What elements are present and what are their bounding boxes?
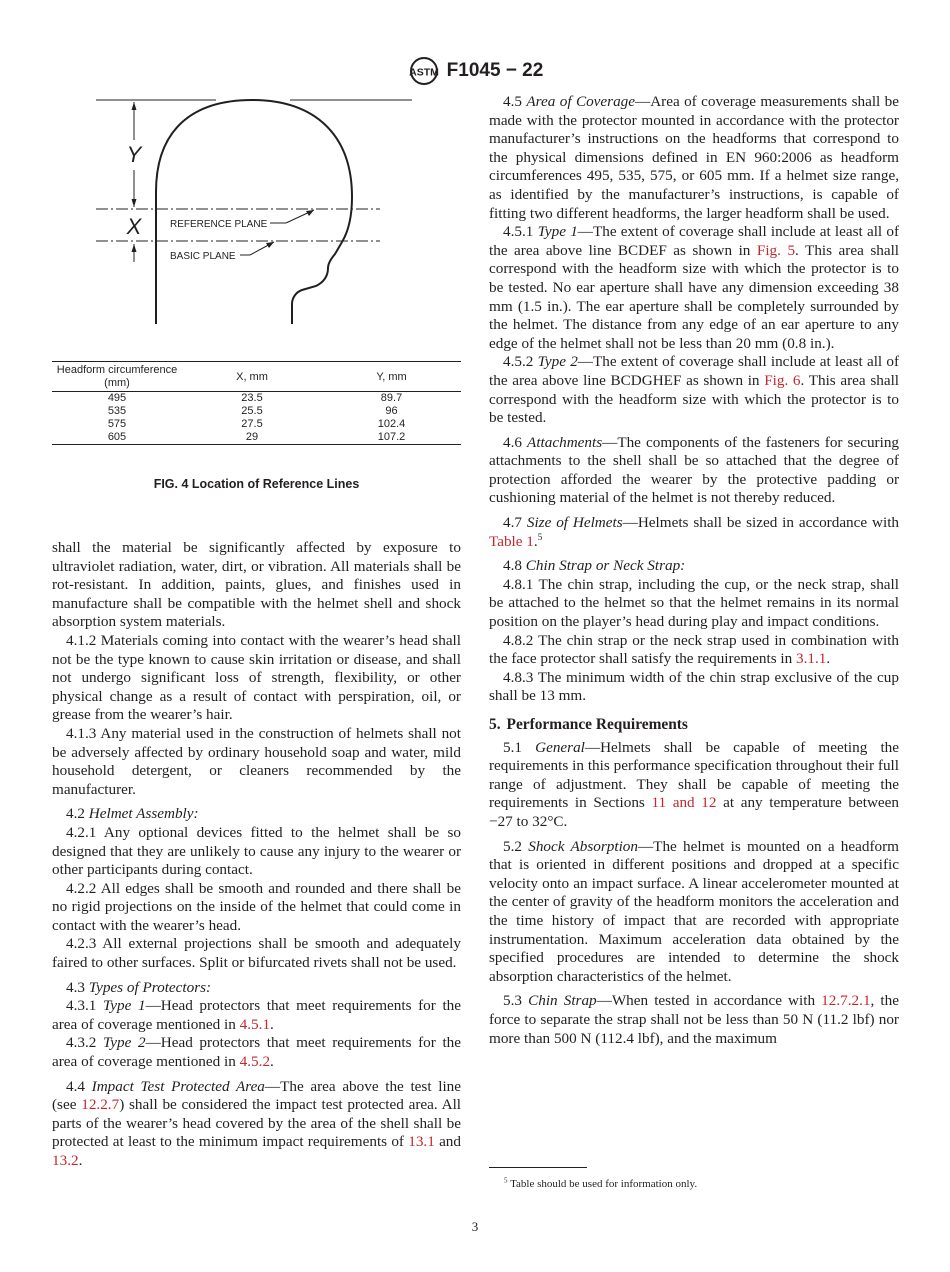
col-header-circumference: Headform circumference (mm) xyxy=(52,362,182,392)
paragraph-4-8-1: 4.8.1 The chin strap, including the cup, or the neck strap, shall be attached to the helmet so that the helmet remains in its normal position on the player’s head during play and impact conditions. xyxy=(489,575,899,631)
paragraph-4-2-3: 4.2.3 All external projections shall be smooth and adequately faired to other surfaces. Split or bifurcated rivets shall not be used. xyxy=(52,935,461,972)
paragraph-4-4: 4.4 Impact Test Protected Area—The area above the test line (see 12.2.7) shall be considered the impact test protected area. All parts of the wearer’s head covered by the area of the shell shall be protected at least to the minimum impact requirements of 13.1 and 13.2. xyxy=(52,1077,462,1169)
ref-4-5-2-link[interactable]: 4.5.2 xyxy=(239,1053,271,1071)
ref-13-2-link[interactable]: 13.2 xyxy=(52,1152,79,1169)
footnote-mark: 5 xyxy=(537,531,543,542)
table-cell: 25.5 xyxy=(241,405,263,417)
ref-12-2-7-link[interactable]: 12.2.7 xyxy=(81,1096,120,1114)
paragraph-4-2-1: 4.2.1 Any optional devices fitted to the helmet shall be so designed that they are unlikely to cause any injury to the wearer or other participants during contact. xyxy=(52,823,461,879)
ref-13-1-link[interactable]: 13.1 xyxy=(408,1133,435,1151)
paragraph-5-3: 5.3 Chin Strap—When tested in accordance with 12.7.2.1, the force to separate the strap shall not be less than 50 N (11.2 lbf) nor more than 500 N (112.4 lbf), and the maximum xyxy=(489,992,899,1047)
footnote-divider xyxy=(489,1167,587,1168)
paragraph-4-3-1: 4.3.1 Type 1—Head protectors that meet requirements for the area of coverage mentioned in 4.5.1. xyxy=(52,997,461,1033)
paragraph-4-3-2: 4.3.2 Type 2—Head protectors that meet requirements for the area of coverage mentioned in 4.5.2. xyxy=(52,1034,461,1071)
right-column xyxy=(489,93,899,1048)
table-cell: 96 xyxy=(385,405,398,417)
table-header-row xyxy=(52,362,461,392)
section-4-2: 4.2 Helmet Assembly: xyxy=(66,805,199,823)
section-4-3: 4.3 Types of Protectors: xyxy=(66,978,212,996)
left-column xyxy=(52,539,461,1171)
paragraph-4-8-3: 4.8.3 The minimum width of the chin strap exclusive of the cup shall be 13 mm. xyxy=(489,668,899,705)
ref-4-5-1-link[interactable]: 4.5.1 xyxy=(239,1015,271,1033)
table-cell: 535 xyxy=(107,405,127,417)
doc-code: F1045 − 22 xyxy=(446,60,544,81)
logo-text: ASTM xyxy=(408,66,439,79)
footnote: $^5$ Table should be used for information only. xyxy=(504,1176,698,1190)
table-row xyxy=(52,431,461,445)
paragraph-4-8-2: 4.8.2 The chin strap or the neck strap used in combination with the face protector shall satisfy the requirements in 3.1.1. xyxy=(489,631,899,668)
label-y: Y xyxy=(126,142,142,167)
paragraph-5-2: 5.2 Shock Absorption—The helmet is mounted on a headform that is oriented in different positions and dropped at a specific velocity onto an impact surface. A linear accelerometer mounted at the center of gravity of the headform monitors the acceleration and the time history of impact that are recorded with appropriate instrumentation. Maximum acceleration data obtained by the specified procedures are intended to determine the shock absorption characteristics of the helmet. xyxy=(489,837,899,985)
table-cell: 29 xyxy=(182,431,322,445)
ref-fig-6-link[interactable]: Fig. 6 xyxy=(764,371,801,389)
paragraph-4-1-2: 4.1.2 Materials coming into contact with the wearer’s head shall not be the type known to cause skin irritation or disease, and shall not undergo significant loss of strength, flexibility, or other physical change as a result of contact with perspiration, oil, or grease from the wearer’s hair. xyxy=(52,631,461,724)
table-cell: 23.5 xyxy=(241,392,263,404)
paragraph-4-5: 4.5 Area of Coverage—Area of coverage measurements shall be made with the protector mounted in accordance with the protector manufacturer’s instructions on the headforms that correspond to the physical dimensions defined in EN 960:2006 as headform circumferences 495, 535, 575, or 605 mm. If a helmet size range, as identified by the manufacturer’s instructions, is capable of fitting two different headforms, the larger headform shall be used. xyxy=(489,93,900,222)
basic-plane-label: BASIC PLANE xyxy=(170,251,236,262)
ref-table-1-link[interactable]: Table 1 xyxy=(489,532,534,550)
page-number: 3 xyxy=(471,1219,479,1234)
ref-3-1-1-link[interactable]: 3.1.1 xyxy=(796,650,827,668)
paragraph-4-5-2: 4.5.2 Type 2—The extent of coverage shall include at least all of the area above line BCDGHEF as shown in Fig. 6. This area shall correspond with the headform size with which the protector is to be tested. xyxy=(489,353,900,427)
reference-plane-label: REFERENCE PLANE xyxy=(170,219,268,230)
paragraph-continued: shall the material be significantly affected by exposure to ultraviolet radiation, water, dirt, or vibration. All materials shall be rot-resistant. In addition, paints, glues, and finishes used in manufacture shall be compatible with the helmet shell and shock absorption system materials. xyxy=(52,539,461,631)
reference-lines-figure xyxy=(52,92,461,352)
ref-fig-5-link[interactable]: Fig. 5 xyxy=(756,241,796,259)
table-row xyxy=(52,392,461,406)
label-x: X xyxy=(126,214,142,239)
table-row xyxy=(52,405,461,418)
paragraph-4-2-2: 4.2.2 All edges shall be smooth and rounded and there shall be no rigid projections on the inside of the helmet that could come in contact with the wearer’s head. xyxy=(52,879,461,934)
table-cell: 495 xyxy=(107,392,127,404)
table-row xyxy=(52,418,461,431)
figure-caption: FIG. 4 Location of Reference Lines xyxy=(153,477,360,491)
col-header-x: X, mm xyxy=(182,362,322,392)
col-header-y: Y, mm xyxy=(322,362,461,392)
table-cell: 102.4 xyxy=(377,418,406,430)
table-cell: 89.7 xyxy=(380,392,403,404)
paragraph-4-5-1: 4.5.1 Type 1—The extent of coverage shall include at least all of the area above line BCDEF as shown in Fig. 5. This area shall correspond with the headform size with which the protector is to be tested. No ear aperture shall have any dimension exceeding 38 mm (1.5 in.). The ear aperture shall be completely surrounded by the helmet. The distance from any edge of an ear aperture to any edge of the helmet shall not be less than 20 mm (0.8 in.). xyxy=(489,223,900,352)
table-cell: 605 xyxy=(52,431,182,445)
paragraph-5-1: 5.1 General—Helmets shall be capable of meeting the requirements in this performance specification throughout their full range of adjustment. They shall be capable of meeting the requirements in Sections 11 and 12 at any temperature between −27 to 32°C. xyxy=(489,738,900,830)
ref-12-7-2-1-link[interactable]: 12.7.2.1 xyxy=(821,992,871,1010)
section-5-heading: 5. Performance Requirements xyxy=(489,716,688,733)
reference-lines-table xyxy=(52,361,461,445)
paragraph-4-1-3: 4.1.3 Any material used in the construction of helmets shall not be adversely affected by ordinary household soap and water, mild household detergent, or cleaners recommended by the manufacturer. xyxy=(52,724,461,798)
section-4-8: 4.8 Chin Strap or Neck Strap: xyxy=(503,557,686,575)
ref-11-12-link[interactable]: 11 and 12 xyxy=(651,794,717,812)
table-cell: 27.5 xyxy=(241,418,263,430)
table-cell: 575 xyxy=(107,418,127,430)
page-header xyxy=(0,56,950,86)
astm-logo-icon xyxy=(407,56,441,86)
paragraph-4-7: 4.7 Size of Helmets—Helmets shall be sized in accordance with Table 1.$^5$ xyxy=(489,514,900,550)
paragraph-4-6: 4.6 Attachments—The components of the fasteners for securing attachments to the shell shall be so attached that the degree of protection afforded the wearer by the protective padding or cushioning material of the helmet is not thereby reduced. xyxy=(489,433,900,507)
table-cell: 107.2 xyxy=(322,431,461,445)
